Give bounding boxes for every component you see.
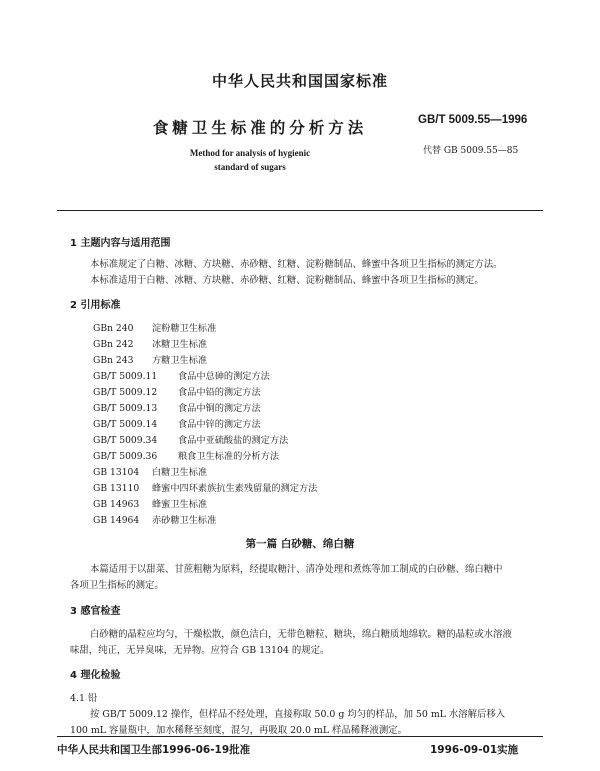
reference-code: GB/T 5009.34 bbox=[93, 435, 158, 446]
reference-code: GB 13104 bbox=[93, 467, 140, 478]
reference-item bbox=[93, 320, 216, 334]
reference-code: GB/T 5009.36 bbox=[93, 451, 158, 462]
reference-title: 蜂蜜卫生标准 bbox=[152, 499, 208, 510]
section-1-heading: 1 主题内容与适用范围 bbox=[70, 238, 171, 249]
reference-code: GB 14963 bbox=[93, 499, 140, 510]
section-4-heading: 4 理化检验 bbox=[70, 670, 121, 681]
section-2-heading: 2 引用标准 bbox=[70, 300, 121, 311]
replaces-note: 代替 GB 5009.55—85 bbox=[423, 146, 519, 156]
reference-code: GBn 240 bbox=[93, 323, 134, 334]
document-title-en-line2: standard of sugars bbox=[214, 162, 286, 172]
reference-item bbox=[93, 384, 261, 398]
standard-code: GB/T 5009.55—1996 bbox=[418, 114, 528, 126]
reference-code: GB/T 5009.11 bbox=[93, 371, 158, 382]
reference-title: 粮食卫生标准的分析方法 bbox=[178, 451, 280, 462]
reference-title: 食品中总砷的测定方法 bbox=[178, 371, 270, 382]
reference-item bbox=[93, 448, 279, 462]
section-3-line1: 白砂糖的晶粒应均匀，干燥松散，颜色洁白，无带色糖粒、糖块，绵白糖质地绵软。糖的晶粒或水溶液 bbox=[90, 629, 512, 640]
section-1-paragraph-2: 本标准适用于白糖、冰糖、方块糖、赤砂糖、红糖、淀粉糖制品、蜂蜜中各项卫生指标的测定。 bbox=[90, 275, 484, 286]
reference-item bbox=[93, 512, 216, 526]
reference-title: 白糖卫生标准 bbox=[152, 467, 208, 478]
reference-title: 冰糖卫生标准 bbox=[152, 339, 208, 350]
reference-title: 食品中亚硫酸盐的测定方法 bbox=[178, 435, 289, 446]
reference-code: GB/T 5009.12 bbox=[93, 387, 158, 398]
reference-item bbox=[93, 400, 261, 414]
part-1-intro-line1: 本篇适用于以甜菜、甘蔗粗糖为原料，经提取糖汁、清净处理和煮炼等加工制成的白砂糖、绵白糖中 bbox=[90, 564, 503, 575]
reference-title: 食品中锌的测定方法 bbox=[178, 419, 261, 430]
reference-item bbox=[93, 336, 207, 350]
part-1-intro-line2: 各项卫生指标的测定。 bbox=[70, 580, 164, 591]
section-4-1-line1: 按 GB/T 5009.12 操作，但样品不经处理，直接称取 50.0 g 均匀的样品，加 50 mL 水溶解后移入 bbox=[90, 709, 506, 720]
reference-title: 食品中铅的测定方法 bbox=[178, 387, 261, 398]
footer-divider bbox=[57, 736, 543, 737]
reference-item bbox=[93, 480, 317, 494]
reference-item bbox=[93, 464, 207, 478]
section-3-line2: 味甜，纯正，无异臭味，无异物。应符合 GB 13104 的规定。 bbox=[70, 645, 330, 656]
reference-title: 淀粉糖卫生标准 bbox=[152, 323, 217, 334]
reference-code: GB 14964 bbox=[93, 515, 140, 526]
reference-code: GB/T 5009.13 bbox=[93, 403, 158, 414]
reference-item bbox=[93, 496, 207, 510]
reference-code: GBn 243 bbox=[93, 355, 134, 366]
reference-title: 赤砂糖卫生标准 bbox=[152, 515, 217, 526]
reference-title: 蜂蜜中四环素族抗生素残留量的测定方法 bbox=[152, 483, 318, 494]
reference-item bbox=[93, 352, 207, 366]
section-4-1-line2: 100 mL 容量瓶中，加水稀释至刻度，混匀，再吸取 20.0 mL 样品稀释液测定。 bbox=[70, 725, 408, 736]
document-title-cn: 食糖卫生标准的分析方法 bbox=[152, 119, 368, 137]
reference-item bbox=[93, 432, 288, 446]
reference-code: GBn 242 bbox=[93, 339, 134, 350]
reference-title: 食品中铜的测定方法 bbox=[178, 403, 261, 414]
approval-line: 中华人民共和国卫生部1996-06-19批准 bbox=[57, 744, 251, 756]
reference-item bbox=[93, 368, 270, 382]
reference-code: GB/T 5009.14 bbox=[93, 419, 158, 430]
section-4-1-heading: 4.1 铅 bbox=[70, 693, 98, 704]
section-3-heading: 3 感官检查 bbox=[70, 606, 121, 617]
reference-title: 方糖卫生标准 bbox=[152, 355, 208, 366]
reference-code: GB 13110 bbox=[93, 483, 140, 494]
reference-item bbox=[93, 416, 261, 430]
part-1-heading: 第一篇 白砂糖、绵白糖 bbox=[245, 538, 355, 550]
header-divider bbox=[57, 210, 543, 211]
standard-org-title: 中华人民共和国国家标准 bbox=[211, 72, 388, 90]
document-title-en-line1: Method for analysis of hygienic bbox=[189, 148, 311, 158]
section-1-paragraph-1: 本标准规定了白糖、冰糖、方块糖、赤砂糖、红糖、淀粉糖制品、蜂蜜中各项卫生指标的测定方法。 bbox=[90, 259, 503, 270]
effective-date: 1996-09-01实施 bbox=[430, 744, 519, 756]
